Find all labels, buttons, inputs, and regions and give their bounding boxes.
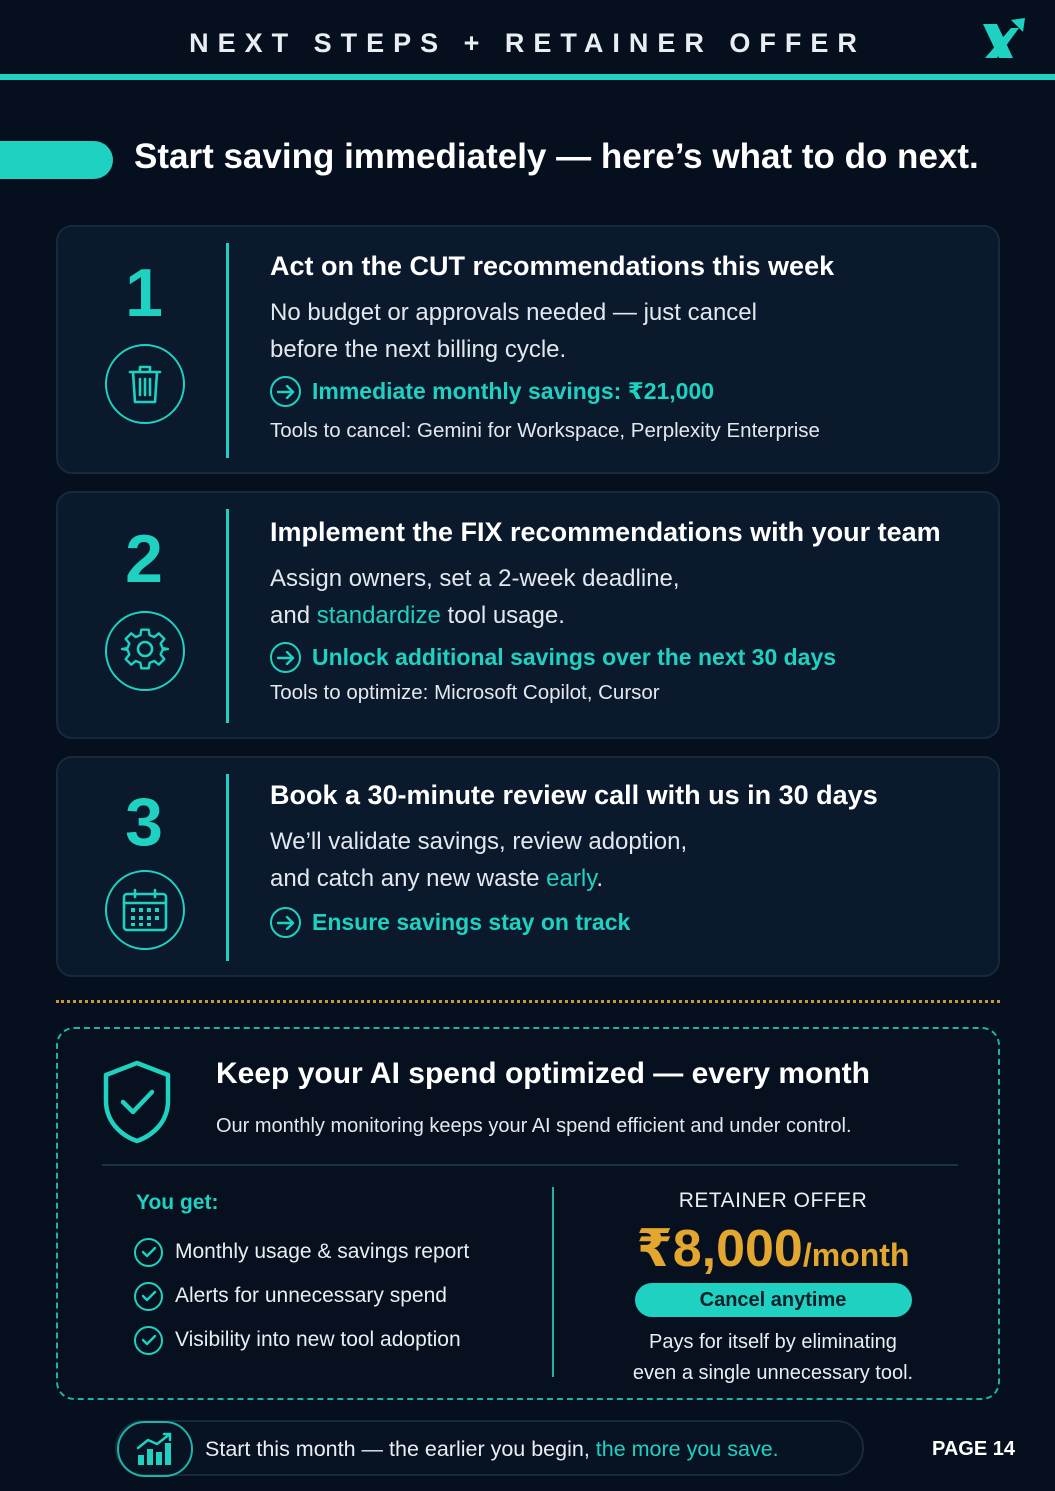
x-arrow-logo-icon [977,14,1029,66]
step-description [270,294,978,368]
step-body [270,780,978,938]
check-circle-icon [134,1238,163,1267]
list-item [134,1230,469,1274]
step-body [270,517,978,705]
step-desc-line: No budget or approvals needed — just cancel [270,299,757,326]
step-desc-text: . [596,865,604,892]
list-item [134,1274,469,1318]
intro-accent-bar [0,141,113,179]
step-number: 2 [125,521,163,597]
step-description [270,823,978,897]
page-header [0,0,1055,80]
arrow-right-circle-icon [270,376,301,407]
step-card-2 [56,491,1000,739]
retainer-title: Keep your AI spend optimized — every month [216,1057,870,1090]
step-title: Act on the CUT recommendations this week [270,251,835,281]
benefit-text: Unlock additional savings over the next 30 days [312,644,837,670]
you-get-label: You get: [136,1191,219,1214]
step-card-3 [56,756,1000,977]
feature-text: Monthly usage & savings report [175,1240,470,1263]
step-number: 1 [125,255,163,331]
feature-text: Visibility into new tool adoption [175,1328,461,1351]
check-circle-icon [134,1282,163,1311]
price-amount: ₹8,000 [636,1220,803,1278]
step-desc-text: and [270,602,317,629]
retainer-column-divider [552,1187,554,1377]
step-divider [226,243,229,458]
arrow-right-circle-icon [270,907,301,938]
retainer-subtitle: Our monthly monitoring keeps your AI spend efficient and under control. [216,1115,852,1137]
step-tools: Tools to optimize: Microsoft Copilot, Cursor [270,681,660,704]
offer-price [618,1219,928,1279]
step-desc-text: tool usage. [440,602,565,629]
footer-text [205,1437,779,1462]
offer-note [618,1327,928,1389]
footer-text-main: Start this month — the earlier you begin, [205,1437,596,1461]
footer-text-highlight: the more you save. [595,1437,779,1461]
benefit-text: Immediate monthly savings: ₹21,000 [312,378,715,404]
step-desc-text: and catch any new waste [270,865,547,892]
bar-chart-growth-icon [117,1421,193,1477]
offer-column [618,1189,928,1389]
step-benefit [270,642,978,673]
step-divider [226,509,229,723]
feature-text: Alerts for unnecessary spend [175,1284,447,1307]
header-title: NEXT STEPS + RETAINER OFFER [189,28,866,58]
calendar-icon [105,870,185,950]
trash-icon [105,344,185,424]
price-unit: /month [802,1237,910,1273]
arrow-right-circle-icon [270,642,301,673]
step-title: Implement the FIX recommendations with your team [270,517,941,547]
list-item [134,1318,469,1362]
footer-callout [115,1420,864,1476]
step-tools: Tools to cancel: Gemini for Workspace, Perplexity Enterprise [270,419,820,442]
cancel-anytime-badge: Cancel anytime [635,1283,912,1317]
step-title: Book a 30-minute review call with us in 30 days [270,780,878,810]
offer-note-line: even a single unnecessary tool. [632,1362,914,1384]
feature-list [134,1230,469,1362]
step-benefit [270,376,978,407]
step-number: 3 [125,784,163,860]
step-desc-line: We’ll validate savings, review adoption, [270,828,688,855]
step-desc-line: before the next billing cycle. [270,336,567,363]
step-divider [226,774,229,961]
step-card-1 [56,225,1000,474]
step-desc-highlight: early [546,865,597,892]
step-desc-highlight: standardize [316,602,441,629]
step-description [270,560,978,634]
benefit-text: Ensure savings stay on track [312,909,631,935]
retainer-offer-card [56,1027,1000,1400]
shield-check-icon [100,1059,174,1145]
intro-heading: Start saving immediately — here’s what to do next. [134,137,979,176]
offer-label: RETAINER OFFER [678,1189,868,1212]
offer-note-line: Pays for itself by eliminating [649,1331,897,1353]
gear-icon [105,611,185,691]
check-circle-icon [134,1326,163,1355]
page-number: PAGE 14 [932,1438,1015,1460]
step-benefit [270,907,978,938]
retainer-divider [102,1164,958,1166]
section-divider [56,1000,1000,1003]
step-desc-line: Assign owners, set a 2-week deadline, [270,565,680,592]
step-body [270,251,978,443]
